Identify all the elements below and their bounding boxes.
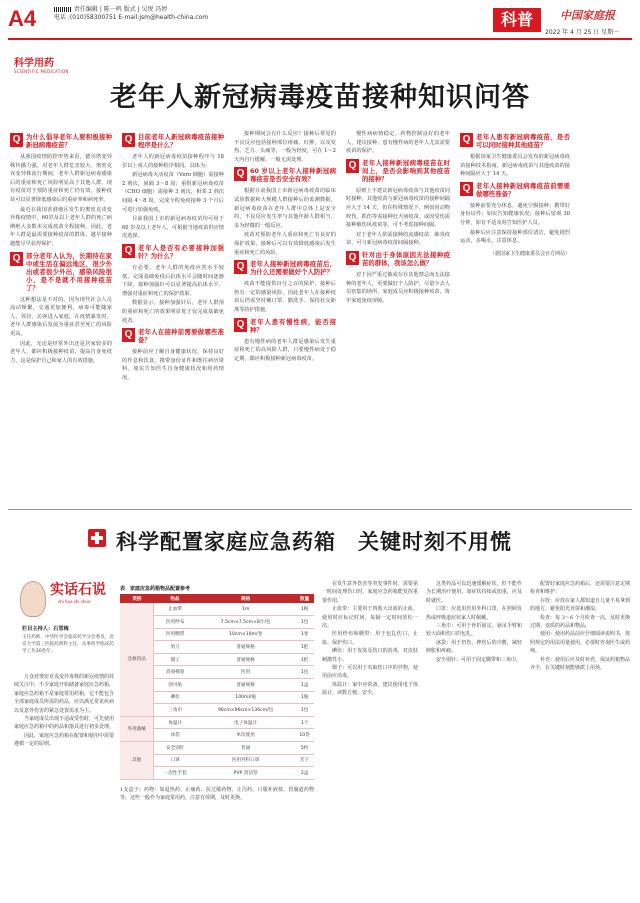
paragraph: 这种想法是不对的。因为现代社会人员流动频繁，交通更加便利，病毒可能随家人、邻居、访客进入家庭。在疫情暴发时，老年人群感染后发展为重症甚至死亡的风险更高。: [10, 296, 112, 337]
question-text: 老年人患有慢性病，能否接种？: [250, 317, 336, 334]
question-text: 老年人在接种前需要做哪些准备？: [138, 328, 224, 345]
paragraph: 碘伏：用于皮肤及伤口的消毒，对皮肤刺激性小。: [322, 648, 418, 663]
paragraph: 接种后应注意保持接种部位清洁，避免剧烈运动，多喝水，注意休息。: [460, 229, 570, 245]
paragraph: 1支盒子；药物：如退热药、止痛药、抗过敏药物、止泻药、口服补液盐、胃肠道药物等，这些一般作为家庭常用药，注意有效期，及时更换。: [120, 786, 314, 802]
question-block: [122, 328, 224, 344]
question-icon: Q: [234, 167, 247, 181]
table-cell: 一次性手套: [154, 767, 196, 780]
table-cell: 普通规格: [196, 641, 295, 654]
issue-date: 2022 年 4 月 25 日 星期一: [545, 29, 620, 36]
article-column-3: [234, 130, 336, 364]
table-cell: 安全别针: [154, 742, 196, 755]
table-cell: 冰袋: [154, 729, 196, 742]
question-text: 针对由于身体原因无法接种疫苗的群体，我该怎么做？: [362, 250, 450, 267]
table-category-cell: 外用器械: [120, 716, 154, 741]
paragraph: 因此，家庭应急药箱在配置和使用中需要遵循一定的原则。: [14, 732, 115, 748]
paragraph: 最近在我国香港地区发生的奥密克戎变异株疫情中，60岁及以上老年人群的死亡病例绝大多数未完成疫苗全程接种。因此，老年人群是最需要接种疫苗的群体，越早接种越能尽早获得保护。: [10, 206, 112, 247]
table-cell: 医用纱布: [154, 616, 196, 629]
kit-table-block: [120, 585, 314, 803]
article-vaccine-qa: [0, 40, 640, 510]
table-cell: 10cm×10m/卷: [196, 628, 295, 641]
kit-table: [120, 594, 314, 780]
newspaper-name: 中国家庭报: [560, 9, 615, 22]
table-category-cell: 急救用品: [120, 603, 154, 716]
medical-cross-icon: [88, 529, 106, 547]
question-block: [10, 133, 112, 149]
paragraph: 三角巾：可用于骨折固定、悬吊手臂和较大面积伤口的包扎。: [426, 623, 522, 638]
article-column-1: [10, 130, 112, 366]
table-cell: 消毒棉签: [154, 666, 196, 679]
table-cell: 医用: [196, 666, 295, 679]
table-cell: 7.5cm×7.5cm×8片/包: [196, 616, 295, 629]
column-brand-subtitle: shi hua shi shuo: [58, 599, 91, 604]
editor-line-1: 责任编辑 | 陈一鸣 版式 | 吴悦 冯婷: [73, 6, 168, 13]
editor-line-2: 电话 :(010)58300751 E-mail:jsm@health-china.com: [54, 14, 209, 21]
paragraph: 新冠病毒灭活疫苗（Vero 细胞）需接种 2 剂次，间隔 3～8 周；重组新冠病毒疫苗（CHO 细胞）需接种 3 剂次，相邻 2 剂次间隔 4～8 周。完成全程免疫接种 3 个月后可进行加强免疫。: [122, 172, 224, 213]
table-cell: 碘伏: [154, 691, 196, 704]
paragraph: 止血带：主要用于四肢大出血的止血，使用时应标记时间，每隔一定时间放松一次。: [322, 606, 418, 630]
paragraph: 接种前应了解自身健康状况，保持良好的作息和饮食，携带身份证件和既往病历资料，如实告知医生自身健康状况和用药情况。: [122, 349, 224, 381]
question-text: 为什么倡导老年人要积极接种新冠病毒疫苗？: [26, 133, 112, 149]
question-icon: Q: [10, 133, 23, 147]
paragraph: 慢性病病情稳定、药物控制良好的老年人，建议接种。患有慢性病的老年人尤其需要疫苗的保护。: [346, 131, 450, 155]
page-header: [0, 0, 640, 40]
question-block: [234, 260, 336, 276]
column-tag: [14, 54, 69, 74]
table-cell: 普通规格: [196, 653, 295, 666]
table-cell: 三角巾: [154, 704, 196, 717]
question-block: [122, 244, 224, 260]
table-row: [120, 603, 314, 616]
paragraph: 万众对奥密克戎变异毒株的新冠疫情的持续关注中，不少家庭开始储备家庭应急药箱。家庭应急药箱不是家庭常用药箱，它不能包含全部家庭成员所需的药品，应以满足常见疾病以及意外伤害的紧急处置需求为主。: [14, 674, 115, 714]
table-cell: 1把: [295, 653, 314, 666]
question-icon: Q: [460, 182, 473, 196]
paragraph: 数据显示，接种加强针后，老年人群预防重症和死亡的效果明显优于仅完成基础免疫者。: [122, 300, 224, 324]
paragraph: 补充：使用后应及时补充，保证药箱物品齐全，在关键时刻能够派上用场。: [530, 656, 631, 672]
table-cell: 医用外科口罩: [196, 754, 295, 767]
question-block: [234, 318, 336, 334]
article-headline: 科学配置家庭应急药箱 关键时刻不用慌: [116, 530, 512, 554]
paragraph: 安全别针：可用于固定绷带和三角巾。: [436, 656, 522, 663]
question-block: [122, 133, 224, 149]
paragraph: 原则上不建议新冠病毒疫苗与其他疫苗同时接种。其他疫苗与新冠病毒疫苗的接种间隔应大于 14 天。但在特殊情况下，例如因动物咬伤、抓伤等需接种狂犬病疫苗，或因受伤需接种破伤风疫苗等，可不考虑接种间隔。: [346, 187, 450, 229]
table-cell: 1根: [295, 603, 314, 616]
paragraph: 根据目前我国上市新冠病毒疫苗的临床试验数据和大规模人群接种后的监测数据，新冠病毒疫苗在老年人群中总体上是安全的，不良反应发生率与其他年龄人群相当，多为轻微的一般反应。: [234, 188, 336, 229]
table-cell: 1盒: [295, 679, 314, 692]
table-cell: 1个: [295, 716, 314, 729]
article-column-4: [346, 130, 450, 306]
columnist-sidebar: [14, 575, 114, 749]
question-icon: Q: [346, 159, 359, 173]
table-cell: 单次使用: [196, 729, 295, 742]
question-text: 老年人是否有必要接种加强针？为什么？: [138, 243, 224, 260]
article-column-5: [460, 130, 570, 257]
question-block: [460, 133, 570, 149]
paragraph: 因此，无论是经常外出还是居家较多的老年人，都应积极接种疫苗，提高自身免疫力，这是保护自己和家人的有效措施。: [10, 340, 112, 364]
paragraph: 根据国家卫生健康委员会发布的新冠病毒疫苗接种技术指南，新冠病毒疫苗与其他疫苗的接种间隔应大于 14 天。: [460, 154, 570, 178]
paragraph: 老年人的新冠病毒疫苗接种程序与 18 岁以上成人的接种程序相同。具体为：: [122, 154, 224, 169]
table-caption: 表 家庭应急药箱物品配置参考: [120, 586, 191, 592]
paragraph: 疫苗对预防老年人重症和死亡有良好的保护效果，接种后可以有效降低感染后发生重症和死亡的风险。: [234, 232, 336, 256]
columnist-name: 栏目主持人：石雪梅: [22, 626, 69, 632]
table-cell: 1包: [295, 616, 314, 629]
question-text: 老年人接种新冠病毒疫苗前需要做哪些准备？: [476, 181, 570, 198]
table-cell: 医用绷带: [154, 628, 196, 641]
paragraph: 有必要。老年人群的免疫应答水平较低，完成基础免疫后抗体水平会随时间逐渐下降，接种加强针可以显著提高抗体水平，增强对重症和死亡的保护效果。: [122, 264, 224, 297]
table-header: 数量: [295, 594, 314, 603]
table-cell: 1卷: [295, 628, 314, 641]
paragraph: 检查：每 3～6 个月检查一次，及时更换过期、变质的药品和物品。: [530, 614, 630, 630]
table-cell: 止血带: [154, 603, 196, 616]
table-header: 类别: [120, 594, 154, 603]
question-block: [234, 167, 336, 183]
paragraph: 对于因严重过敏或存在其他禁忌而无法接种的老年人，更要做好个人防护，尽量少去人员密集的场所，家庭成员应积极接种疫苗，筑牢家庭免疫屏障。: [346, 271, 450, 304]
article-column-2: [122, 130, 224, 383]
paragraph: 冰袋：用于扭伤、挫伤后的冷敷，减轻肿胀和疼痛。: [426, 639, 522, 655]
table-cell: PVP 清洁型: [196, 767, 295, 780]
paragraph: 当家庭成员出现不适或受伤时，可先使用家庭应急药箱中的药品和器具进行初步处理。: [14, 716, 115, 731]
table-cell: 1m: [196, 603, 295, 616]
table-cell: 96cm×96cm×136cm/包: [196, 704, 295, 717]
paragraph: 对于老年人常需接种的流感疫苗、肺炎疫苗，可与新冠病毒疫苗间隔接种。: [346, 231, 450, 247]
table-note: [120, 786, 314, 803]
table-cell: 体温计: [154, 716, 196, 729]
table-cell: 创可贴: [154, 679, 196, 692]
table-cell: 普通规格: [196, 679, 295, 692]
table-cell: 1包: [295, 704, 314, 717]
table-cell: 镊子: [154, 653, 196, 666]
question-block: [346, 159, 450, 183]
paragraph: 接种前要充分休息，避免空腹接种；携带好身份证件；如实告知健康状况；接种后留观 30 分钟，如有不适及时告知医护人员。: [460, 202, 570, 226]
paragraph: 目前我国上市的新冠病毒疫苗均可用于 60 岁及以上老年人，可根据当地疫苗供应情况选择。: [122, 216, 224, 240]
table-cell: 5枚: [295, 742, 314, 755]
table-cell: 电子体温计: [196, 716, 295, 729]
page-number: A4: [8, 6, 37, 31]
column-brand-title: 实话石说: [50, 582, 106, 598]
question-icon: Q: [122, 244, 135, 258]
kit-column-3: [322, 580, 418, 698]
question-block: [460, 182, 570, 198]
paragraph: 体温计：家中应常备，建议使用电子体温计，读数方便、安全。: [322, 681, 418, 697]
table-cell: 普通: [196, 742, 295, 755]
question-text: 老年人接种新冠病毒疫苗后，为什么还需要做好个人防护？: [250, 260, 336, 277]
barcode-icon: [54, 7, 72, 12]
question-icon: Q: [234, 260, 247, 274]
question-block: [10, 252, 112, 292]
table-cell: 2盒: [295, 767, 314, 780]
sidebar-body: [14, 673, 114, 749]
paragraph: 使用：使用药品前应仔细阅读说明书，按照规定的用法用量使用，必要时咨询医生或药师。: [530, 631, 631, 655]
question-icon: Q: [346, 251, 359, 265]
table-cell: 1瓶: [295, 691, 314, 704]
paragraph: 在发生意外伤害等突发事件时，需要第一时间处理伤口时，家庭应急药箱能发挥重要作用。: [322, 581, 418, 604]
table-cell: 10袋: [295, 729, 314, 742]
question-icon: Q: [460, 133, 473, 147]
table-cell: 1包: [295, 666, 314, 679]
columnist-portrait: [20, 581, 46, 617]
column-tag-title: 科学用药: [14, 58, 54, 69]
table-row: [120, 716, 314, 729]
paragraph: 这类药品可以迅速缓解症状，但不能作为长期治疗使用，如症状持续或加重，应及时就医。: [426, 581, 522, 604]
question-icon: Q: [122, 328, 135, 342]
article-credit: （据国家卫生健康委员会官方网站）: [489, 250, 570, 257]
question-block: [346, 251, 450, 267]
section-label: 科普: [493, 8, 541, 32]
editor-info: [54, 6, 208, 22]
table-cell: 口罩: [154, 754, 196, 767]
question-icon: Q: [122, 133, 135, 147]
table-cell: 剪刀: [154, 641, 196, 654]
column-brand: [14, 575, 114, 623]
paragraph: 疫苗不能提供百分之百的保护，接种后仍有一定的感染风险，因此老年人在接种疫苗后仍需坚持戴口罩、勤洗手、保持社交距离等防护措施。: [234, 281, 336, 313]
paragraph: 医用纱布和绷带：用于包扎伤口，止血、保护伤口。: [322, 631, 418, 646]
table-cell: 1把: [295, 641, 314, 654]
table-row: [120, 742, 314, 755]
question-text: 60 岁以上老年人接种新冠病毒疫苗是否安全有效？: [250, 167, 336, 184]
paragraph: 口罩：应选用医用外科口罩，在照顾发热或呼吸道症状家人时佩戴。: [426, 606, 522, 621]
question-icon: Q: [234, 318, 247, 332]
question-text: 目前老年人新冠病毒疫苗接种程序是什么？: [138, 133, 224, 149]
table-header: 规格: [196, 594, 295, 603]
table-category-cell: 其他: [120, 742, 154, 780]
question-text: 老年人患有新冠病毒疫苗，是否可以同时接种其他疫苗？: [476, 133, 570, 149]
columnist-bio: 主任药师，中华医学会临床药学分会委员，北京大学第三医院药剂科主任，从事药学临床药学工作30余年。: [22, 635, 114, 654]
paragraph: 镊子：可以用于夹取伤口中的异物，使用前应消毒。: [322, 665, 418, 680]
article-medicine-kit-header: [0, 520, 640, 554]
column-tag-en: SCIENTIFIC MEDICATION: [14, 69, 69, 74]
question-text: 部分老年人认为，长期待在家中或生活在偏远地区，很少外出或者很少外出，感染风险很小，是不是就不用接种疫苗了？: [26, 251, 112, 292]
question-icon: Q: [10, 252, 23, 266]
question-text: 老年人接种新冠病毒疫苗在时间上，是否会影响到其他疫苗的接种？: [362, 158, 450, 183]
kit-column-5: [530, 580, 630, 672]
paragraph: 接种期间会有什么反应？接种后常见的不良反应包括接种部位疼痛、红肿，以及发热、乏力、头痛等，一般为轻度，可在 1～2 天内自行缓解，一般无需处理。: [234, 131, 336, 163]
paragraph: 患有慢性病的老年人群是感染后发生重症和死亡的高风险人群，只要慢性病处于稳定期，都应积极接种新冠病毒疫苗。: [234, 338, 336, 362]
table-cell: 100ml/瓶: [196, 691, 295, 704]
table-cell: 若干: [295, 754, 314, 767]
table-header-row: [120, 594, 314, 603]
paragraph: 从我国疫情防控形势来看，德尔塔变异株传播力强，对老年人群危害较大，奥密克戎变异株流行期间，老年人群新冠病毒感染后的重症和死亡风险明显高于其他人群。现有疫苗对于预防重症和死亡仍有效，接种疫苗可以显著降低感染后的重症率和病死率。: [10, 154, 112, 203]
kit-column-4: [426, 580, 522, 664]
paragraph: 存放：应放在家人都知道且儿童不易拿到的地方，避免阳光直射和潮湿。: [530, 597, 631, 613]
paragraph: 配置好家庭应急药箱后，还需要注意定期检查和维护：: [530, 581, 631, 596]
article-headline: 老年人新冠病毒疫苗接种知识问答: [110, 82, 530, 113]
section-divider: [8, 509, 632, 510]
table-header: 物品: [154, 594, 196, 603]
